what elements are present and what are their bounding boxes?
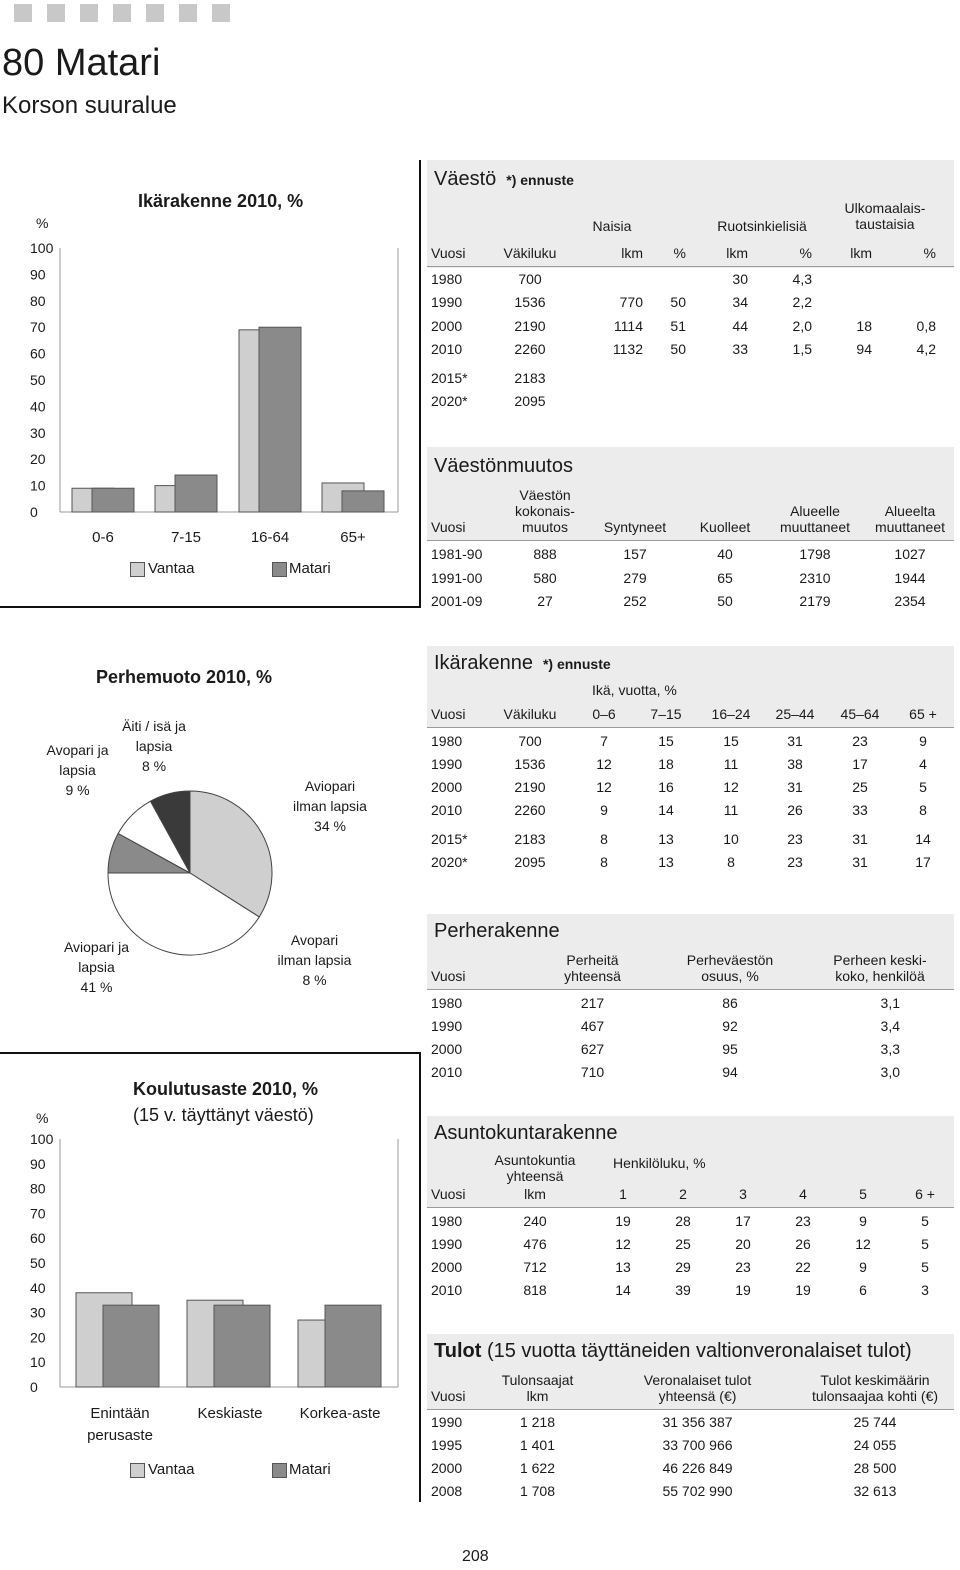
y-tick-label: 50	[30, 372, 46, 388]
edu-category-label: Korkea-aste	[299, 1405, 381, 1422]
column-header: Perheväestön osuus, %	[686, 952, 774, 984]
table-cell: 4,3	[792, 271, 812, 287]
table-cell: 46 226 849	[662, 1460, 733, 1476]
table-cell: 5	[921, 1236, 929, 1252]
legend-swatch-matari	[272, 562, 287, 577]
table-cell: 8	[600, 854, 608, 870]
table-cell: 19	[735, 1282, 751, 1298]
table-cell: 1995	[431, 1437, 463, 1453]
y-tick-label: 30	[30, 1304, 46, 1321]
table-cell: 710	[580, 1064, 605, 1080]
table-cell: 2000	[431, 779, 463, 795]
table-cell: 279	[623, 570, 647, 586]
table-cell: 1536	[514, 756, 546, 772]
column-header: 25–44	[775, 706, 815, 722]
column-header: 45–64	[840, 706, 880, 722]
table-cell: 1980	[431, 995, 463, 1011]
group-header-ulkomaalaistaustaisia: Ulkomaalais- taustaisia	[844, 200, 926, 232]
perhe-header-rule	[427, 989, 954, 990]
y-tick-label: 60	[30, 345, 46, 362]
table-cell: 32 613	[853, 1483, 897, 1499]
tulot-header-rule	[427, 1409, 954, 1410]
table-cell: 770	[619, 294, 643, 310]
table-cell: 2010	[431, 802, 463, 818]
table-cell: 31	[787, 733, 803, 749]
edu-chart-y-unit: %	[36, 1110, 49, 1126]
table-cell: 39	[675, 1282, 691, 1298]
table-cell: 6	[859, 1282, 867, 1298]
table-cell: 65	[717, 570, 733, 586]
table-cell: 38	[787, 756, 803, 772]
group-header-naisia: Naisia	[592, 218, 632, 234]
table-cell: 94	[722, 1064, 738, 1080]
bar-matari-0	[92, 488, 134, 512]
table-cell: 34	[732, 294, 748, 310]
table-cell: 17	[852, 756, 868, 772]
table-cell: 2354	[894, 593, 926, 609]
table-cell: 1990	[431, 1018, 463, 1034]
column-header: Väkiluku	[503, 245, 557, 261]
column-header: Vuosi	[431, 519, 466, 535]
table-cell: 50	[717, 593, 733, 609]
table-cell: 14	[915, 831, 931, 847]
table-cell: 11	[723, 756, 739, 772]
table-cell: 157	[623, 546, 647, 562]
table-cell: 5	[921, 1213, 929, 1229]
table-cell: 20	[735, 1236, 751, 1252]
table-cell: 26	[795, 1236, 811, 1252]
table-cell: 24 055	[853, 1437, 897, 1453]
asunto-group-header-b: Henkilöluku, %	[613, 1155, 706, 1171]
table-cell: 476	[523, 1236, 547, 1252]
table-cell: 33 700 966	[662, 1437, 733, 1453]
table-cell: 252	[623, 593, 647, 609]
table-cell: 1990	[431, 1414, 463, 1430]
legend-swatch-matari	[272, 1463, 287, 1478]
column-header: Tulonsaajat lkm	[501, 1372, 574, 1404]
decor-square	[47, 4, 65, 22]
y-tick-label: 70	[30, 319, 46, 336]
pie-label-avopari-ilman: Avopari ilman lapsia 8 %	[277, 932, 352, 988]
table-cell: 86	[722, 995, 738, 1011]
table-cell: 1 401	[519, 1437, 556, 1453]
column-header: lkm	[726, 245, 748, 261]
table-cell: 2020*	[431, 393, 468, 409]
table-cell: 29	[675, 1259, 691, 1275]
edu-category-label: Keskiaste	[197, 1405, 263, 1422]
table-cell: 5	[919, 779, 927, 795]
asunto-header-rule	[427, 1207, 954, 1208]
page-subtitle: Korson suuralue	[2, 92, 177, 119]
edu-category-label: Enintään perusaste	[87, 1405, 153, 1444]
table-cell: 28	[675, 1213, 691, 1229]
table-cell: 15	[658, 733, 674, 749]
table-cell: 1 218	[519, 1414, 556, 1430]
table-cell: 2020*	[431, 854, 468, 870]
table-cell: 50	[670, 341, 686, 357]
table-cell: 888	[533, 546, 557, 562]
table-cell: 2001-09	[431, 593, 483, 609]
column-header: Veronalaiset tulot yhteensä (€)	[643, 1372, 752, 1404]
pie-label-avopari-lapsia: Avopari ja lapsia 9 %	[46, 742, 109, 798]
asunto-group-header-a: Asuntokuntia yhteensä	[494, 1152, 576, 1184]
column-header: Väkiluku	[503, 706, 557, 722]
table-cell: 51	[670, 318, 686, 334]
table-cell: 1114	[613, 318, 643, 334]
table-cell: 22	[795, 1259, 811, 1275]
table-cell: 0,8	[916, 318, 936, 334]
table-cell: 12	[855, 1236, 871, 1252]
table-cell: 2095	[514, 393, 546, 409]
y-tick-label: 60	[30, 1230, 46, 1247]
table-cell: 627	[580, 1041, 605, 1057]
decor-square	[146, 4, 164, 22]
table-cell: 3,4	[880, 1018, 900, 1034]
table-cell: 2183	[514, 831, 546, 847]
legend-label-vantaa: Vantaa	[148, 1461, 195, 1478]
table-cell: 18	[658, 756, 674, 772]
table-cell: 2,0	[792, 318, 812, 334]
column-header: 1	[619, 1186, 627, 1202]
y-tick-label: 90	[30, 1155, 46, 1172]
y-tick-label: 20	[30, 1329, 46, 1346]
y-tick-label: 30	[30, 424, 46, 441]
table-cell: 23	[787, 831, 803, 847]
pie-label-aiti-isa: Äiti / isä ja lapsia 8 %	[122, 718, 186, 774]
table-cell: 31	[787, 779, 803, 795]
table-cell: 1798	[799, 546, 831, 562]
edu-chart-subtitle: (15 v. täyttänyt väestö)	[133, 1105, 314, 1125]
table-cell: 2000	[431, 1041, 463, 1057]
column-header: %	[673, 245, 686, 261]
page-number: 208	[462, 1548, 489, 1565]
table-cell: 2190	[514, 779, 546, 795]
column-header: Väestön kokonais- muutos	[515, 487, 575, 535]
vaesto-header-rule	[427, 266, 954, 267]
table-cell: 7	[600, 733, 608, 749]
muutos-title: Väestönmuutos	[434, 455, 573, 477]
table-cell: 2095	[514, 854, 546, 870]
table-cell: 28 500	[853, 1460, 897, 1476]
table-cell: 3,0	[880, 1064, 900, 1080]
table-cell: 14	[658, 802, 674, 818]
tulot-title: Tulot (15 vuotta täyttäneiden valtionveronalaiset tulot)	[434, 1340, 912, 1362]
vaesto-title: Väestö *) ennuste	[434, 168, 574, 190]
muutos-header-rule	[427, 540, 954, 541]
asunto-title: Asuntokuntarakenne	[434, 1122, 618, 1144]
table-cell: 1536	[514, 294, 546, 310]
bar-matari-2	[259, 327, 301, 512]
legend-label-matari: Matari	[289, 560, 331, 577]
pie-label-aviopari-lapsia: Aviopari ja lapsia 41 %	[63, 939, 130, 995]
table-cell: 2015*	[431, 831, 468, 847]
column-header: lkm	[524, 1186, 546, 1202]
table-cell: 31 356 387	[662, 1414, 733, 1430]
table-cell: 4	[919, 756, 927, 772]
table-cell: 580	[533, 570, 557, 586]
table-cell: 2000	[431, 318, 463, 334]
table-cell: 1 708	[519, 1483, 556, 1499]
column-header: Alueelle muuttaneet	[779, 503, 851, 535]
y-tick-label: 70	[30, 1205, 46, 1222]
column-header: 6 +	[915, 1186, 935, 1202]
table-cell: 3,1	[880, 995, 900, 1011]
table-cell: 700	[518, 733, 542, 749]
pie-label-aviopari-ilman: Aviopari ilman lapsia 34 %	[293, 778, 367, 834]
table-cell: 2,2	[792, 294, 812, 310]
table-cell: 23	[735, 1259, 751, 1275]
table-cell: 12	[596, 756, 612, 772]
table-cell: 18	[856, 318, 872, 334]
y-tick-label: 80	[30, 292, 46, 309]
age-chart-y-unit: %	[36, 215, 49, 231]
x-category-label: 0-6	[92, 529, 114, 546]
bar-matari-1	[175, 475, 217, 512]
divider-top	[419, 160, 421, 608]
page-title: 80 Matari	[2, 42, 161, 84]
table-cell: 23	[787, 854, 803, 870]
table-cell: 712	[523, 1259, 547, 1275]
table-cell: 2183	[514, 370, 546, 386]
group-header-ruotsinkielisia: Ruotsinkielisiä	[717, 218, 807, 234]
y-tick-label: 50	[30, 1255, 46, 1271]
table-cell: 95	[722, 1041, 738, 1057]
table-cell: 5	[921, 1259, 929, 1275]
table-cell: 14	[615, 1282, 631, 1298]
column-header: 4	[799, 1186, 807, 1202]
table-cell: 25	[675, 1236, 691, 1252]
table-cell: 26	[787, 802, 803, 818]
age-chart-title: Ikärakenne 2010, %	[138, 191, 304, 211]
y-tick-label: 100	[30, 240, 54, 256]
legend-label-vantaa: Vantaa	[148, 560, 195, 577]
bar-matari-2	[325, 1305, 381, 1387]
column-header: 0–6	[592, 706, 616, 722]
table-cell: 15	[723, 733, 739, 749]
table-cell: 23	[852, 733, 868, 749]
legend-swatch-vantaa	[130, 562, 145, 577]
column-header: Vuosi	[431, 706, 466, 722]
table-cell: 55 702 990	[662, 1483, 733, 1499]
bar-matari-3	[342, 491, 384, 512]
y-tick-label: 40	[30, 398, 46, 415]
table-cell: 12	[615, 1236, 631, 1252]
table-cell: 9	[859, 1259, 867, 1275]
table-cell: 13	[658, 831, 674, 847]
table-cell: 2190	[514, 318, 546, 334]
y-tick-label: 20	[30, 451, 46, 468]
table-cell: 25	[852, 779, 868, 795]
column-header: 5	[859, 1186, 867, 1202]
column-header: Vuosi	[431, 1186, 466, 1202]
decor-square	[14, 4, 32, 22]
column-header: 3	[739, 1186, 747, 1202]
y-tick-label: 100	[30, 1131, 54, 1147]
column-header: lkm	[850, 245, 872, 261]
table-cell: 700	[518, 271, 542, 287]
table-cell: 33	[732, 341, 748, 357]
table-cell: 12	[723, 779, 739, 795]
table-cell: 1990	[431, 756, 463, 772]
table-cell: 2008	[431, 1483, 463, 1499]
table-cell: 2010	[431, 341, 463, 357]
table-cell: 1027	[894, 546, 926, 562]
table-cell: 94	[856, 341, 872, 357]
table-cell: 31	[852, 831, 868, 847]
table-cell: 40	[717, 546, 733, 562]
perhe-title: Perherakenne	[434, 920, 560, 942]
table-cell: 23	[795, 1213, 811, 1229]
table-cell: 467	[580, 1018, 605, 1034]
column-header: %	[799, 245, 812, 261]
legend-swatch-vantaa	[130, 1463, 145, 1478]
y-tick-label: 10	[30, 477, 46, 494]
table-cell: 2310	[799, 570, 831, 586]
table-cell: 9	[919, 733, 927, 749]
table-cell: 10	[723, 831, 739, 847]
table-cell: 1132	[612, 341, 643, 357]
column-header: Syntyneet	[603, 519, 667, 535]
table-cell: 2015*	[431, 370, 468, 386]
column-header: lkm	[621, 245, 643, 261]
family-type-pie	[100, 783, 280, 963]
table-cell: 8	[727, 854, 735, 870]
table-cell: 44	[732, 318, 748, 334]
bar-matari-0	[103, 1305, 159, 1387]
column-header: Tulot keskimäärin tulonsaajaa kohti (€)	[811, 1372, 939, 1404]
table-cell: 1990	[431, 294, 463, 310]
table-cell: 25 744	[853, 1414, 897, 1430]
column-header: 16–24	[711, 706, 751, 722]
divider-edu-chart-top	[0, 1052, 421, 1054]
column-header: Perheen keski- koko, henkilöä	[833, 952, 927, 984]
table-cell: 17	[915, 854, 931, 870]
y-tick-label: 10	[30, 1354, 46, 1371]
table-cell: 2010	[431, 1064, 463, 1080]
table-cell: 2260	[514, 802, 546, 818]
table-cell: 1980	[431, 1213, 463, 1229]
table-cell: 2000	[431, 1259, 463, 1275]
table-cell: 8	[919, 802, 927, 818]
table-cell: 1,5	[792, 341, 812, 357]
column-header: Kuolleet	[699, 519, 751, 535]
table-cell: 11	[723, 802, 739, 818]
decor-square	[80, 4, 98, 22]
table-cell: 1980	[431, 271, 463, 287]
x-category-label: 16-64	[250, 529, 290, 546]
column-header: Vuosi	[431, 1388, 466, 1404]
table-cell: 13	[615, 1259, 631, 1275]
y-tick-label: 80	[30, 1180, 46, 1197]
table-cell: 1990	[431, 1236, 463, 1252]
table-cell: 1944	[894, 570, 926, 586]
table-cell: 2000	[431, 1460, 463, 1476]
table-cell: 19	[795, 1282, 811, 1298]
y-tick-label: 90	[30, 266, 46, 283]
ika-group-header: Ikä, vuotta, %	[592, 682, 677, 698]
table-cell: 240	[523, 1213, 547, 1229]
table-cell: 16	[658, 779, 674, 795]
decor-square	[179, 4, 197, 22]
table-cell: 1980	[431, 733, 463, 749]
table-cell: 1 622	[519, 1460, 556, 1476]
table-cell: 50	[670, 294, 686, 310]
column-header: Vuosi	[431, 245, 466, 261]
table-cell: 13	[658, 854, 674, 870]
table-cell: 30	[732, 271, 748, 287]
table-cell: 8	[600, 831, 608, 847]
column-header: 7–15	[650, 706, 682, 722]
y-tick-label: 0	[30, 504, 38, 520]
decor-square	[212, 4, 230, 22]
table-cell: 818	[523, 1282, 547, 1298]
table-cell: 217	[580, 995, 605, 1011]
table-cell: 2179	[799, 593, 831, 609]
ika-header-rule	[427, 727, 954, 728]
column-header: 65 +	[909, 706, 937, 722]
table-cell: 92	[722, 1018, 738, 1034]
column-header: 2	[679, 1186, 687, 1202]
bar-matari-1	[214, 1305, 270, 1387]
x-category-label: 65+	[340, 529, 366, 546]
column-header: Perheitä yhteensä	[564, 952, 621, 984]
table-cell: 3,3	[880, 1041, 900, 1057]
table-cell: 17	[735, 1213, 751, 1229]
table-cell: 3	[921, 1282, 929, 1298]
ika-title: Ikärakenne *) ennuste	[434, 652, 611, 674]
table-cell: 2010	[431, 1282, 463, 1298]
table-cell: 2260	[514, 341, 546, 357]
age-structure-chart	[0, 230, 419, 600]
table-cell: 33	[852, 802, 868, 818]
table-cell: 4,2	[916, 341, 936, 357]
table-cell: 1981-90	[431, 546, 483, 562]
table-cell: 31	[852, 854, 868, 870]
legend-label-matari: Matari	[289, 1461, 331, 1478]
column-header: Alueelta muuttaneet	[874, 503, 946, 535]
table-cell: 9	[859, 1213, 867, 1229]
x-category-label: 7-15	[170, 529, 202, 546]
pie-title: Perhemuoto 2010, %	[96, 667, 273, 687]
table-cell: 12	[596, 779, 612, 795]
y-tick-label: 40	[30, 1279, 46, 1296]
table-cell: 27	[537, 593, 553, 609]
table-cell: 1991-00	[431, 570, 483, 586]
divider-bottom	[419, 1052, 421, 1502]
column-header: %	[923, 245, 936, 261]
divider-age-chart-bottom	[0, 606, 421, 608]
edu-chart-title: Koulutusaste 2010, %	[133, 1079, 319, 1099]
decor-square	[113, 4, 131, 22]
table-cell: 19	[615, 1213, 631, 1229]
table-cell: 9	[600, 802, 608, 818]
column-header: Vuosi	[431, 968, 466, 984]
y-tick-label: 0	[30, 1379, 38, 1395]
